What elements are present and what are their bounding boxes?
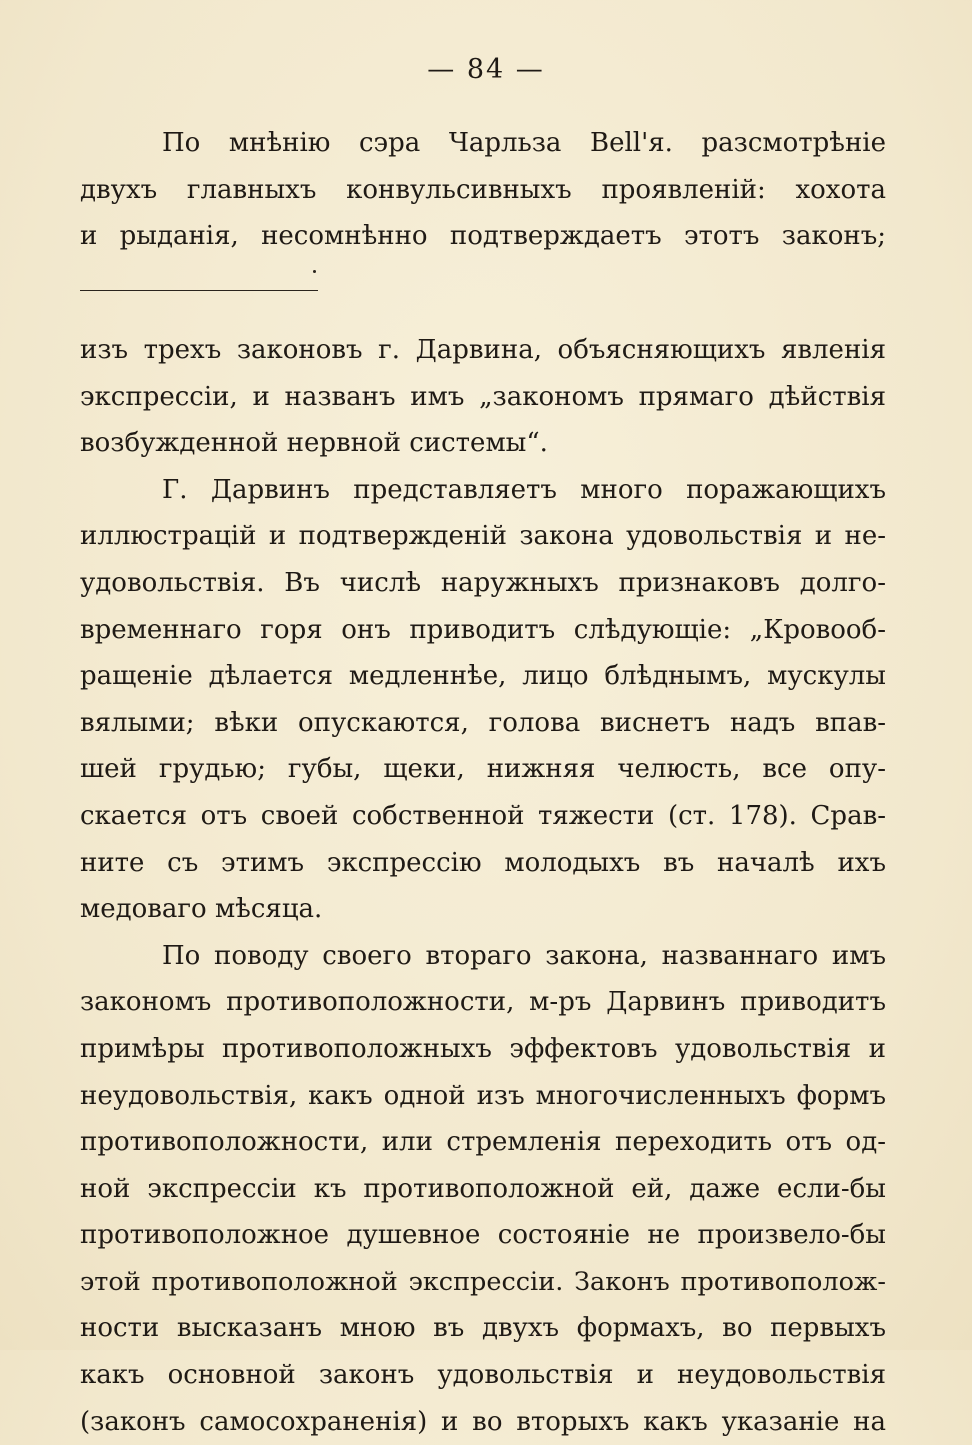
text-line: неудовольствія, какъ одной изъ многочисленныхъ формъ xyxy=(80,1080,886,1111)
text-line: шей грудью; губы, щеки, нижняя челюсть, все опу- xyxy=(80,754,886,785)
text-line: медоваго мѣсяца. xyxy=(80,894,323,925)
text-line: ности высказанъ мною въ двухъ формахъ, во первыхъ xyxy=(80,1313,886,1344)
text-line: ните съ этимъ экспрессію молодыхъ въ началѣ ихъ xyxy=(80,847,886,878)
text-line: (законъ самосохраненія) и во вторыхъ какъ указаніе на xyxy=(80,1406,886,1437)
text-line: По мнѣнію сэра Чарльза Bell'я. разсмотрѣніе xyxy=(162,128,886,158)
text-line: изъ трехъ законовъ г. Дарвина, объясняющихъ явленія xyxy=(80,335,886,365)
text-line: противоположности, или стремленія переходить отъ од- xyxy=(80,1127,886,1158)
text-line: какъ основной законъ удовольствія и неудовольствія xyxy=(80,1360,886,1391)
text-line: По поводу своего втораго закона, названнаго имъ xyxy=(162,940,886,971)
text-line: Г. Дарвинъ представляетъ много поражающихъ xyxy=(162,474,886,505)
text-line: иллюстрацій и подтвержденій закона удовольствія и не- xyxy=(80,521,886,552)
text-line: возбужденной нервной системы“. xyxy=(80,428,548,459)
text-line: ной экспрессіи къ противоположной ей, даже если-бы xyxy=(80,1173,886,1204)
page-number: — 84 — xyxy=(427,54,545,85)
text-line: удовольствія. Въ числѣ наружныхъ признаковъ долго- xyxy=(80,567,886,598)
text-line: и рыданія, несомнѣнно подтверждаетъ этотъ законъ; xyxy=(80,221,886,252)
text-line: этой противоположной экспрессіи. Законъ противополож- xyxy=(80,1266,886,1297)
text-line: противоположное душевное состояніе не произвело-бы xyxy=(80,1220,886,1251)
text-line: ращеніе дѣлается медленнѣе, лицо блѣднымъ, мускулы xyxy=(80,661,886,692)
footnote-mark xyxy=(313,270,316,273)
text-line: скается отъ своей собственной тяжести (ст. 178). Срав- xyxy=(80,800,886,831)
text-line: двухъ главныхъ конвульсивныхъ проявленій: хохота xyxy=(80,174,886,205)
footnote-separator xyxy=(80,290,318,291)
text-line: экспрессіи, и названъ имъ „закономъ прямаго дѣйствія xyxy=(80,381,886,412)
text-line: временнаго горя онъ приводитъ слѣдующіе: „Кровооб- xyxy=(80,614,886,645)
body-text xyxy=(80,327,886,1445)
text-line: примѣры противоположныхъ эффектовъ удовольствія и xyxy=(80,1033,886,1064)
footnote-paragraph xyxy=(80,120,886,260)
text-line: вялыми; вѣки опускаются, голова виснетъ надъ впав- xyxy=(80,707,886,738)
text-line: закономъ противоположности, м-ръ Дарвинъ приводитъ xyxy=(80,987,886,1018)
